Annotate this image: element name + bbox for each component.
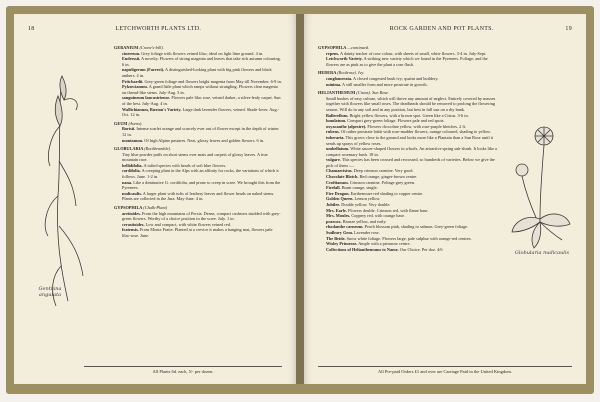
plant-name: minima. bbox=[326, 81, 342, 87]
plant-description: White saucer-shaped flowers in whorls. An attractive spring sub-shrub. It looks like a compact rosemary bush. 18 in. bbox=[326, 146, 497, 157]
plant-name: montanum. bbox=[122, 137, 144, 143]
plant-name: cerastioides. bbox=[122, 221, 145, 227]
plant-name: sanguineum lancastriense. bbox=[122, 95, 171, 101]
plant-description: Red orange, ginger-brown centre. bbox=[359, 174, 418, 180]
plant-entry bbox=[114, 180, 282, 191]
plant-name: Wallichianum, Buxton's Variety. bbox=[122, 106, 182, 112]
plant-description: Our Choice. Per doz. 4/6 bbox=[399, 246, 443, 252]
plant-description: Flowers double. Crimson red, with flame base. bbox=[347, 207, 429, 213]
plant-description: Crimson carmine. Foliage grey green. bbox=[349, 179, 415, 185]
plant-entry bbox=[318, 247, 498, 253]
plant-description: Small bushes of easy culture, which will thrive any amount of neglect. Entirely covered by masses together with flowers like small roses. The deadheads should be removed to prolong the flowering season. Will do in any soil and in any position, but best in full sun on a dry bank. bbox=[326, 95, 496, 112]
left-page bbox=[14, 14, 296, 384]
plant-name: Pylzowianum. bbox=[122, 84, 148, 90]
plant-entry bbox=[114, 191, 282, 202]
plant-description: A grand little plant which ramps without strangling. Flowers clear magenta on thread-like stems. July-Aug. 3 in. bbox=[122, 84, 278, 95]
plant-name: oxyacanthe (alpestre). bbox=[326, 123, 367, 129]
plant-description: A distinguished-looking plant with big pink flowers and black anthers. 4 in. bbox=[122, 67, 272, 78]
plant-description: This grows close to the ground and looks more like a Plantain than a Sun Rose until it sends up sprays of yellow roses. bbox=[326, 134, 494, 146]
plant-description: A still smaller form and more prostrate in growth. bbox=[342, 81, 428, 87]
plant-name: Sudbury Gem. bbox=[326, 230, 353, 235]
plant-entry bbox=[114, 56, 282, 67]
plant-description: Bronze yellow, and early. bbox=[342, 218, 387, 224]
plant-description: Snow white foliage. Flowers large, pale sulphur with orange-red centres. bbox=[346, 235, 472, 241]
plant-description: Burnt orange, single. bbox=[341, 185, 378, 191]
left-page-number: 18 bbox=[28, 26, 35, 32]
plant-name: cordifolia. bbox=[122, 168, 141, 174]
plant-description: This species has been crossed and recrossed, so hundreds of varieties. Below we give the pick of them :— bbox=[326, 157, 495, 168]
plant-entry bbox=[114, 126, 282, 137]
plant-description: Tiny blue powder puffs on short stems over mats and carpets of glossy leaves. A true mountain race. bbox=[122, 151, 268, 163]
plant-description: Bright yellow flowers, with a brown spot. Green like a Cistus. 3-6 in. bbox=[349, 112, 469, 118]
plant-description: Compact grey-green foliage. Flowers pale and red spots. bbox=[347, 118, 445, 124]
left-illustration-caption: Gentiana angulata bbox=[38, 286, 62, 298]
plant-description: From Monte Fratte. Planted at a crevice it makes a hanging mat, flowers pale lilac-rose. June. bbox=[122, 227, 273, 238]
plant-description: A closed congested bush ivy; quaint and buildery. bbox=[352, 75, 439, 81]
plant-entry bbox=[114, 168, 282, 179]
gentian-illustration bbox=[28, 66, 98, 316]
plant-entry bbox=[318, 135, 498, 146]
section-heading: GYPSOPHILA —continued. bbox=[318, 45, 370, 50]
plant-description: Low and compact, with white flowers veined red. bbox=[145, 221, 231, 227]
left-running-head-title: LETCHWORTH PLANTS LTD. bbox=[115, 26, 202, 32]
plant-name: Firefall. bbox=[326, 185, 341, 191]
section-heading: GEUM (Avens). bbox=[114, 120, 143, 126]
plant-name: Chocolate Blotch. bbox=[326, 174, 359, 180]
plant-description: From the high mountains of Persia. Dense, compact cushions studded with grey-green flowers. Worthy of a choice position in the scree. July. 1 in. bbox=[122, 210, 281, 222]
gutter bbox=[296, 14, 304, 384]
plant-description: Of high Alpine pastures. Neat, glossy leaves and golden flowers. 6 in. bbox=[144, 137, 265, 143]
plant-entry bbox=[114, 107, 282, 118]
plant-name: Endressii. bbox=[122, 56, 141, 62]
plant-entry bbox=[114, 67, 282, 78]
right-illustration-caption: Globularia nudicaulis bbox=[514, 250, 570, 256]
plant-entry bbox=[318, 82, 498, 88]
plant-name: Collections of Helianthemums to Name. bbox=[326, 246, 399, 252]
plant-name: lunulatum. bbox=[326, 118, 347, 124]
plant-name: umbellatum. bbox=[326, 146, 350, 152]
plant-description: Large dark lavender flowers, veined. Shade-lover. Aug.-Oct. 12 in. bbox=[122, 106, 280, 118]
plant-entry bbox=[114, 152, 282, 163]
plant-name: Jubilee. bbox=[326, 202, 341, 208]
plant-description: A tufted species with heads of soft blue flowers. bbox=[143, 162, 227, 168]
left-footer: All Plants 6d. each, 5/- per dozen. bbox=[84, 366, 282, 374]
section-heading: GYPSOPHILA (Chalk-Plant) bbox=[114, 205, 168, 211]
plant-name: Borisii. bbox=[122, 126, 136, 132]
plant-name: Chamaecistus. bbox=[326, 168, 353, 174]
plant-name: Ballerellum. bbox=[326, 112, 349, 118]
right-running-head bbox=[318, 26, 572, 32]
plant-name: praecox. bbox=[326, 218, 342, 224]
plant-name: fratensis. bbox=[122, 227, 139, 233]
plant-description: Of rather prostrate habit with rose-madder flowers, orange coloured, shading to yellow. bbox=[340, 129, 491, 135]
plant-description: Grey-green foliage and flowers bright magenta from May till November. 6-9 in. bbox=[144, 78, 282, 84]
book-spread bbox=[6, 6, 594, 394]
plant-entry bbox=[114, 138, 282, 144]
plant-name: Letchworth Variety. bbox=[326, 56, 363, 62]
plant-entry bbox=[318, 56, 498, 67]
plant-entry bbox=[114, 227, 282, 238]
right-running-head-title: ROCK GARDEN AND POT PLANTS. bbox=[389, 26, 494, 32]
plant-description: A novelty. Flowers of strong magenta and leaves that take rich autumn colouring. 6 in. bbox=[122, 56, 281, 67]
right-page-number: 19 bbox=[565, 26, 572, 32]
plant-name: nudicaulis. bbox=[122, 190, 142, 196]
plant-description: Lemon yellow. bbox=[354, 196, 381, 202]
plant-name: Wisley Primrose. bbox=[326, 241, 358, 247]
plant-name: rubens. bbox=[326, 129, 340, 135]
section-heading: HEDERA (Rockrose). Ivy. bbox=[318, 70, 365, 76]
plant-name: nana. bbox=[122, 179, 133, 185]
plant-entry bbox=[318, 146, 498, 157]
globularia-illustration bbox=[504, 114, 580, 254]
plant-description: Lavender rose. bbox=[354, 230, 380, 235]
plant-description: Intense scarlet orange and scarcely ever out of flower except in the depth of winter. 12 in. bbox=[122, 126, 280, 137]
plant-description: Ample with a primrose centre. bbox=[358, 241, 411, 247]
plant-description: Earthenware red shading to copper centre. bbox=[350, 190, 424, 196]
plant-name: tuberaria. bbox=[326, 134, 345, 140]
right-footer: All Pre-paid Orders £1 and over are Carriage Paid in the United Kingdom. bbox=[318, 366, 572, 374]
section-heading: GLOBULARIA (Rockbramble). bbox=[114, 146, 172, 152]
plant-name: aretioides. bbox=[122, 210, 141, 216]
plant-name: Mrs. Moules. bbox=[326, 213, 351, 219]
plant-name: conglomerata. bbox=[326, 75, 353, 81]
plant-description: Double yellow. Very double. bbox=[341, 202, 391, 208]
plant-name: The Bride. bbox=[326, 235, 346, 241]
plant-entry bbox=[114, 95, 282, 106]
plant-description: Flowers chocolate yellow, with rose-purple blotches. 2 ft. bbox=[367, 123, 467, 129]
plant-description: A larger plant with tufts of leathery leaves and flower heads on naked stems. Plants are collected in the Jura. May-June. 4 in. bbox=[122, 190, 275, 202]
plant-name: Pritchardii. bbox=[122, 78, 144, 84]
plant-entry bbox=[114, 211, 282, 222]
left-column bbox=[114, 42, 282, 239]
section-heading: GERANIUM (Crane's-bill). bbox=[114, 45, 164, 50]
plant-description: Flowers pale lilac rose, veined darker, a silver-leafy carpet. Sun of the best. July-Aug. 4 in. bbox=[122, 95, 281, 106]
plant-name: bellidifolia. bbox=[122, 162, 143, 168]
plant-description: A creeping plant in the Alps with an affinity for rocks, the variations of which it follows. June. 1-2 in. bbox=[122, 168, 279, 180]
plant-description: A dainty tracker of rose colour, with sheets of small, white flowers. 3-4 in. July-Sept. bbox=[340, 50, 487, 56]
plant-name: napuligerum (Farreri). bbox=[122, 67, 165, 73]
plant-description: Deep crimson carmine. Very good. bbox=[353, 168, 414, 174]
plant-name: vulgare. bbox=[326, 157, 341, 163]
plant-entry bbox=[114, 84, 282, 95]
plant-name: Golden Queen. bbox=[326, 196, 354, 202]
plant-name: cinereum. bbox=[122, 50, 141, 56]
plant-name: Fire Dragon. bbox=[326, 190, 350, 196]
plant-name: Croftianum. bbox=[326, 179, 349, 185]
right-column bbox=[318, 42, 498, 252]
plant-description: Coppery red, with orange base. bbox=[351, 213, 406, 219]
plant-description: Peach blossom pink, shading to salmon. Grey-green foliage. bbox=[364, 224, 469, 230]
plant-description: Like a diminutive G. cordifolia, and prone to creep in scree. We brought this from the Pyrenees. bbox=[122, 179, 281, 191]
plant-name: repens. bbox=[326, 50, 340, 56]
section-heading: HELIANTHEMUM (Cistus). Sun Rose. bbox=[318, 90, 390, 96]
left-running-head bbox=[28, 26, 282, 32]
right-page bbox=[304, 14, 586, 384]
plant-entry bbox=[318, 157, 498, 168]
plant-description: Grey foliage with flowers veined lilac; ideal on light lime ground. 4 in. bbox=[141, 50, 264, 56]
plant-entry bbox=[318, 96, 498, 113]
plant-name: rhodanthe carneum. bbox=[326, 224, 364, 230]
plant-name: Mrs. Earle. bbox=[326, 207, 347, 213]
plant-description: A striking new variety which we found in the Pyrenees. Foliage, and the flowers are as pink as to give the plant a rose flush. bbox=[326, 56, 488, 67]
